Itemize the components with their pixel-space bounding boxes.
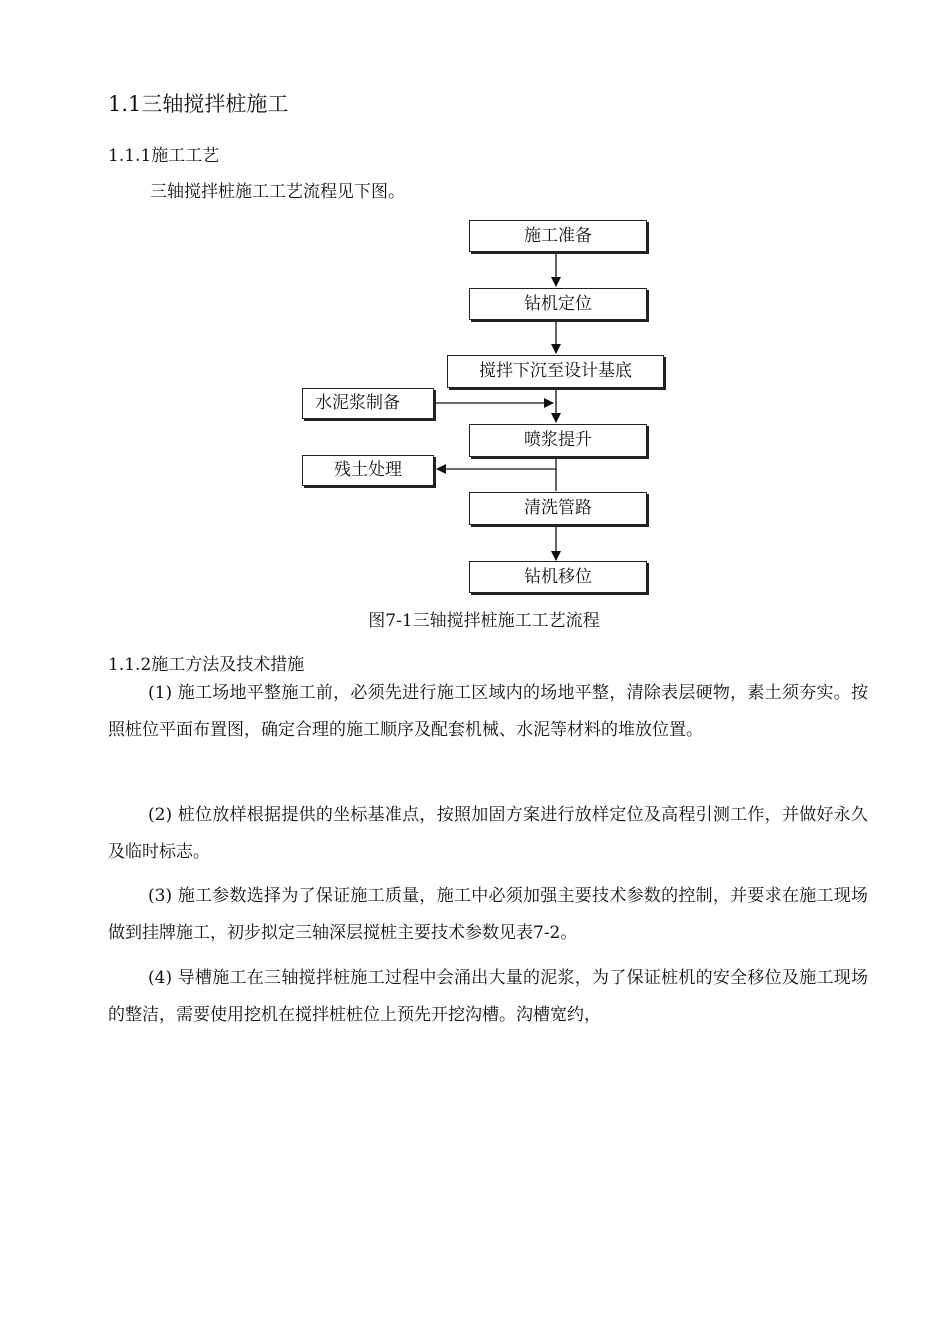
subsection-title-process: 1.1.1施工工艺 [108,146,220,166]
flow-step-rig-relocation: 钻机移位 [469,561,647,593]
paragraph-site-leveling: (1) 施工场地平整施工前，必须先进行施工区域内的场地平整，清除表层硬物，素土须夯实。按照桩位平面布置图，确定合理的施工顺序及配套机械、水泥等材料的堆放位置。 [108,683,868,740]
flow-step-pipe-cleaning: 清洗管路 [469,492,647,525]
paragraph-construction-parameters: (3) 施工参数选择为了保证施工质量，施工中必须加强主要技术参数的控制，并要求在施工现场做到挂牌施工，初步拟定三轴深层搅桩主要技术参数见表7-2。 [108,886,868,943]
figure-caption: 图7-1三轴搅拌桩施工工艺流程 [368,611,600,631]
process-intro: 三轴搅拌桩施工工艺流程见下图。 [150,182,405,202]
flow-step-rig-positioning: 钻机定位 [469,288,647,320]
flow-input-cement-slurry: 水泥浆制备 [302,388,434,419]
subsection-title-methods: 1.1.2施工方法及技术措施 [108,655,305,675]
flow-step-grout-lift: 喷浆提升 [469,424,647,457]
paragraph-pile-layout: (2) 桩位放样根据提供的坐标基准点，按照加固方案进行放样定位及高程引测工作，并做好永久及临时标志。 [108,805,868,862]
paragraph-guide-trench: (4) 导槽施工在三轴搅拌桩施工过程中会涌出大量的泥浆，为了保证桩机的安全移位及施工现场的整洁，需要使用挖机在搅拌桩桩位上预先开挖沟槽。沟槽宽约， [108,968,868,1025]
flow-step-prepare: 施工准备 [469,220,647,252]
flow-output-spoil-disposal: 残土处理 [302,455,434,486]
section-heading: 1.1三轴搅拌桩施工 [108,92,289,116]
flow-step-mixing-sink: 搅拌下沉至设计基底 [447,355,664,388]
